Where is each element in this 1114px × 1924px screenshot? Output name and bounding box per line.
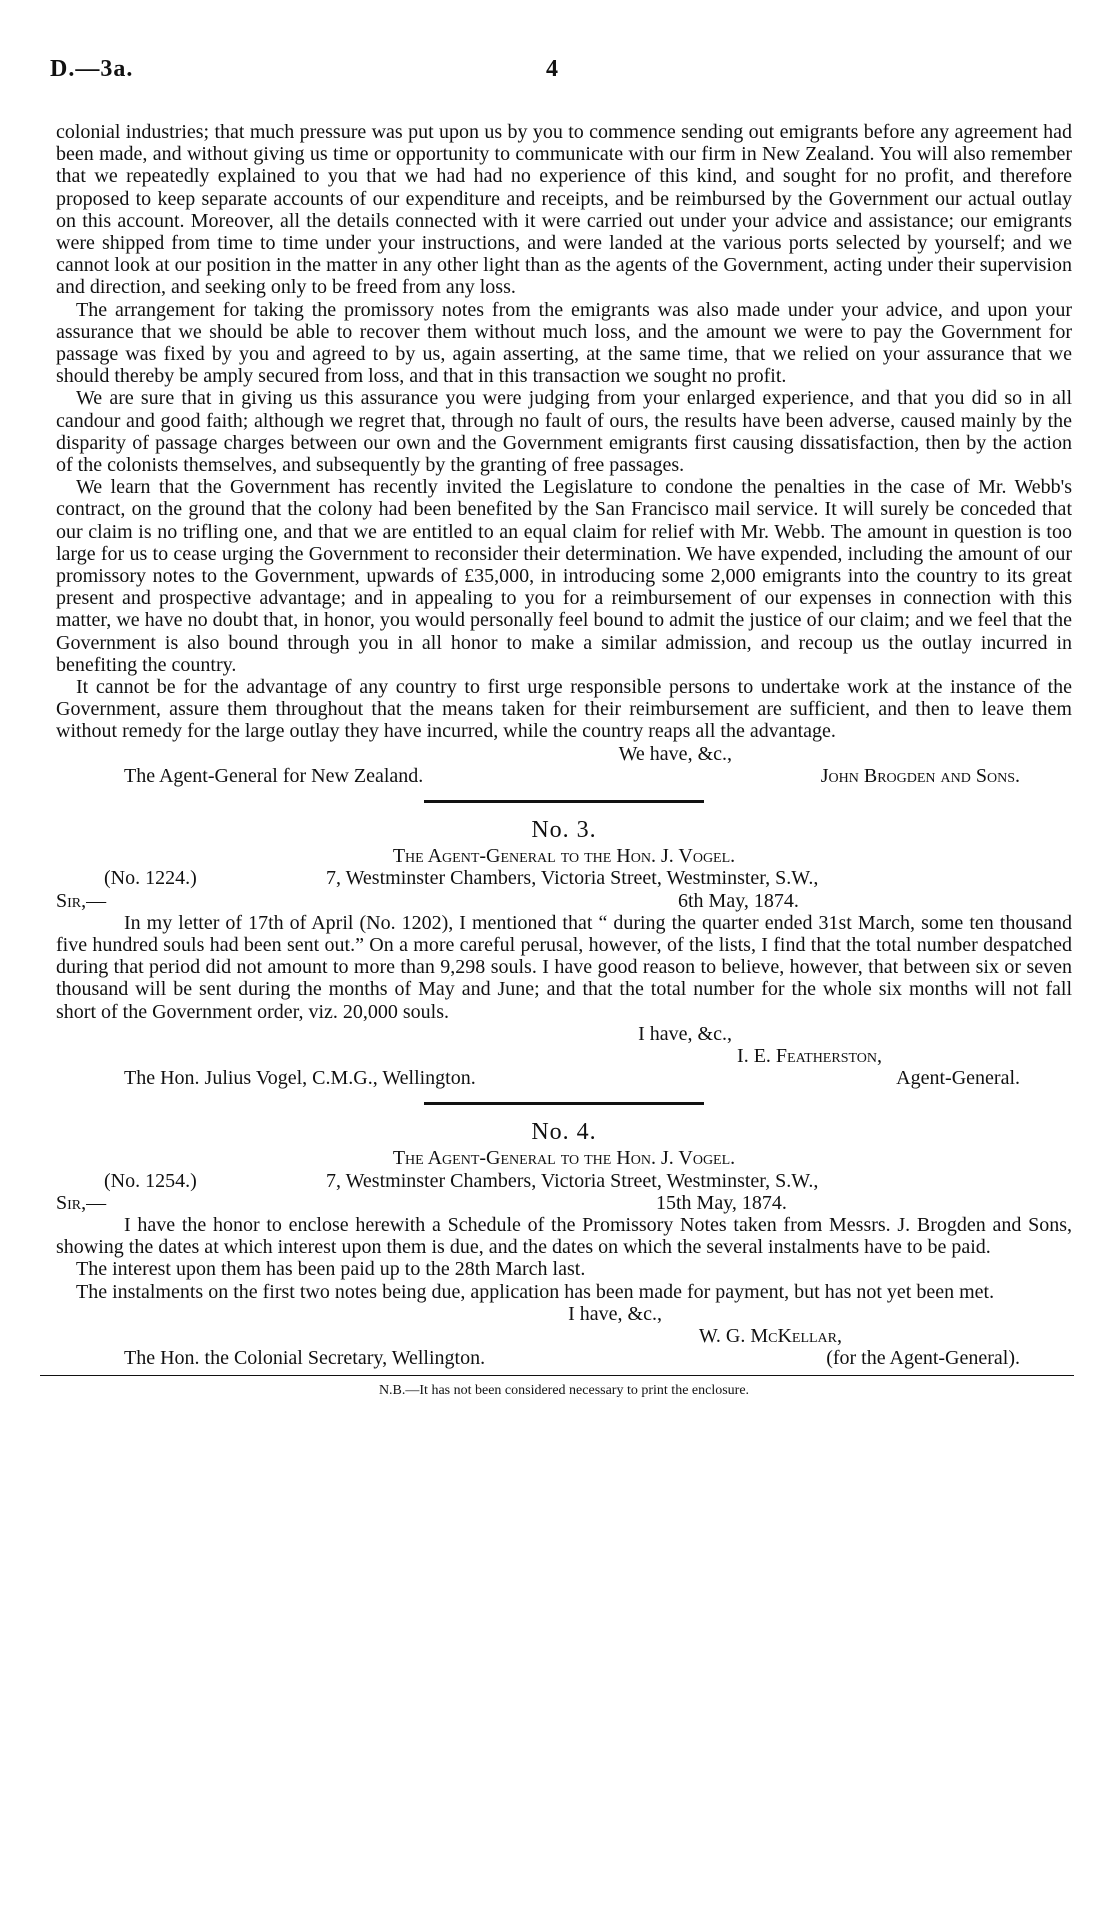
salutation-date-row <box>56 1192 1072 1214</box>
closing: I have, &c., <box>568 1302 662 1325</box>
body-paragraph: colonial industries; that much pressure was put upon us by you to commence sending out emigrants before any agreement had been made, and without giving us time or opportunity to communicate with our firm in New Zealand. You will also remember that we repeatedly explained to you that we had had no experience of this kind, and sought for no profit, and therefore proposed to keep separate accounts of our expenditure and receipts, and be reimbursed by the Government our actual outlay on this account. Moreover, all the details connected with it were carried out under your advice and assistance; our emigrants were shipped from time to time under your instructions, and were landed at the various ports selected by yourself; and we cannot look at our position in the matter in any other light than as the agents of the Government, acting under their supervision and direction, and seeking only to be freed from any loss. <box>56 121 1072 299</box>
section-title: No. 4. <box>531 1119 597 1146</box>
letter-no-4 <box>56 1117 1072 1369</box>
signature-row <box>56 1067 1072 1089</box>
signature: John Brogden and Sons. <box>820 764 1020 787</box>
letter-brogden-continuation <box>56 121 1072 787</box>
subtitle-text: The Agent-General to the Hon. J. Vogel. <box>392 1147 736 1170</box>
footnote: N.B.—It has not been considered necessary to print the enclosure. <box>378 1383 750 1399</box>
letter-address: 7, Westminster Chambers, Victoria Street, Westminster, S.W., <box>326 867 819 890</box>
letter-meta <box>56 1170 1072 1192</box>
letter-date: 15th May, 1874. <box>656 1191 787 1214</box>
letter-no-3 <box>56 815 1072 1089</box>
body-paragraph: We are sure that in giving us this assurance you were judging from your enlarged experience, and that you did so in all candour and good faith; although we regret that, through no fault of ours, the results have been adverse, caused mainly by the disparity of passage charges between our own and the Government emigrants first causing dissatisfaction, then by the action of the colonists themselves, and subsequently by the granting of free passages. <box>56 387 1072 477</box>
body-paragraph: The arrangement for taking the promissory notes from the emigrants was also made under your advice, and upon your assurance that we should be able to recover them without much loss, and the amount we were to pay the Government for passage was fixed by you and agreed to by us, again asserting, at the same time, that we relied on your assurance that we should thereby be amply secured from loss, and that in this transaction we sought no profit. <box>56 298 1072 388</box>
section-divider <box>424 1102 704 1105</box>
letter-ref: (No. 1224.) <box>104 867 197 890</box>
body-paragraph: It cannot be for the advantage of any country to first urge responsible persons to undertake work at the instance of the Government, assure them throughout that the means taken for their reimbursement are sufficient, and then to leave them without remedy for the large outlay they have incurred, while the country reaps all the advantage. <box>56 676 1072 743</box>
body-paragraph: The interest upon them has been paid up to the 28th March last. <box>76 1258 586 1281</box>
salutation: Sir,— <box>56 889 107 912</box>
footnote-rule <box>40 1375 1074 1376</box>
signature: I. E. Featherston, <box>737 1044 882 1067</box>
salutation: Sir,— <box>56 1191 107 1214</box>
signature-title: Agent-General. <box>896 1067 1020 1090</box>
addressee: The Hon. Julius Vogel, C.M.G., Wellington. <box>124 1067 476 1090</box>
signature-row <box>56 765 1072 787</box>
parliamentary-paper-ref: D.—3a. <box>50 56 134 82</box>
closing: We have, &c., <box>618 742 732 765</box>
signature-title: (for the Agent-General). <box>826 1347 1020 1370</box>
addressee: The Agent-General for New Zealand. <box>124 764 424 787</box>
letter-meta <box>56 867 1072 889</box>
letter-ref: (No. 1254.) <box>104 1169 197 1192</box>
page-body <box>56 121 1072 1400</box>
body-paragraph: We learn that the Government has recently invited the Legislature to condone the penalties in the case of Mr. Webb's contract, on the ground that the colony had been benefited by the San Francisco mail service. It will surely be conceded that our claim is no trifling one, and that we are entitled to an equal claim for relief with Mr. Webb. The amount in question is too large for us to cease urging the Government to reconsider their determination. We have expended, including the amount of our promissory notes to the Government, upwards of £35,000, in introducing some 2,000 emigrants into the country to its great present and prospective advantage; and in appealing to you for a reimbursement of our expenses in connection with this matter, we have no doubt that, in honor, you would personally feel bound to admit the justice of our claim; and we feel that the Government is also bound through you in all honor to make a similar admission, and recoup us the outlay incurred in benefiting the country. <box>56 476 1072 676</box>
body-paragraph: The instalments on the first two notes being due, application has been made for payment, but has not yet been met. <box>76 1280 995 1303</box>
letter-subtitle <box>56 845 1072 867</box>
signature-row <box>56 1347 1072 1369</box>
letter-subtitle <box>56 1147 1072 1169</box>
body-paragraph: I have the honor to enclose herewith a Schedule of the Promissory Notes taken from Messrs. J. Brogden and Sons, showing the dates at which interest upon them is due, and the dates on which the several instalments have to be paid. <box>56 1213 1072 1259</box>
letter-date: 6th May, 1874. <box>678 889 799 912</box>
body-paragraph: In my letter of 17th of April (No. 1202), I mentioned that “ during the quarter ended 31st March, some ten thousand five hundred souls had been sent out.” On a more careful perusal, however, of the lists, I find that the total number despatched during that period did not amount to more than 9,298 souls. I have good reason to believe, however, that between six or seven thousand will be sent during the months of May and June; and that the total number for the whole six months will not fall short of the Government order, viz. 20,000 souls. <box>56 911 1072 1023</box>
subtitle-text: The Agent-General to the Hon. J. Vogel. <box>392 845 736 868</box>
signature: W. G. McKellar, <box>698 1324 842 1347</box>
document-page <box>40 0 1074 1924</box>
page-number: 4 <box>546 56 558 82</box>
salutation-date-row <box>56 890 1072 912</box>
section-divider <box>424 800 704 803</box>
letter-address: 7, Westminster Chambers, Victoria Street, Westminster, S.W., <box>326 1169 819 1192</box>
section-title: No. 3. <box>531 817 597 844</box>
page-header <box>40 58 1074 88</box>
addressee: The Hon. the Colonial Secretary, Wellington. <box>124 1347 486 1370</box>
closing: I have, &c., <box>638 1022 732 1045</box>
